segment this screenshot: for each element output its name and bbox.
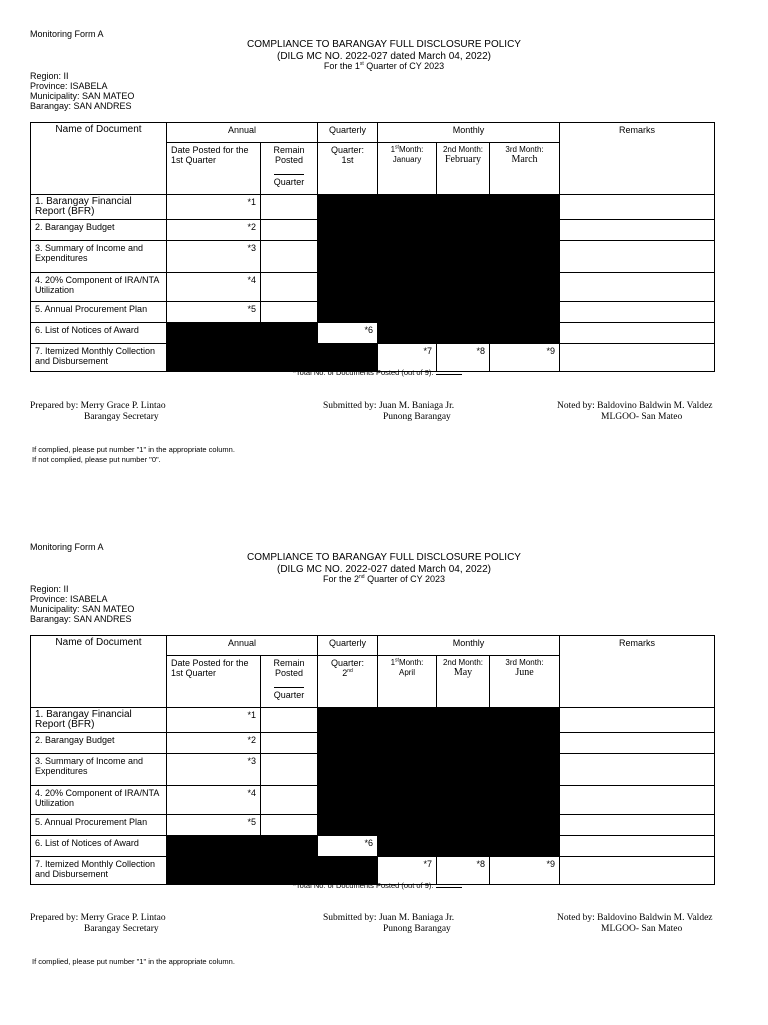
remain-posted-cell — [261, 733, 318, 754]
row-mark: *5 — [167, 815, 261, 836]
row-mark: *1 — [167, 195, 261, 220]
table-row — [31, 836, 715, 857]
row-mark: *2 — [167, 220, 261, 241]
remain-posted-cell — [261, 302, 318, 323]
header-name-of-document: Name of Document — [31, 636, 167, 708]
header-annual: Annual — [167, 123, 318, 143]
header-quarter: Quarter: 2nd — [318, 656, 378, 708]
note-complied: If complied, please put number "1" in the appropriate column. — [32, 957, 235, 966]
remarks-cell — [560, 708, 715, 733]
header-month-3: 3rd Month: March — [490, 143, 560, 195]
prepared-by: Prepared by: Merry Grace P. Lintao Barangay Secretary — [30, 401, 166, 422]
remarks-cell — [560, 273, 715, 302]
submitted-by: Submitted by: Juan M. Baniaga Jr. Punong Barangay — [323, 401, 455, 422]
row-doc-name: 7. Itemized Monthly Collection and Disbursement — [31, 344, 167, 372]
form-label: Monitoring Form A — [30, 29, 104, 39]
row-mark: *6 — [318, 836, 378, 857]
form-label: Monitoring Form A — [30, 542, 104, 552]
row-doc-name: 3. Summary of Income and Expenditures — [31, 241, 167, 273]
table-row — [31, 323, 715, 344]
monitoring-form-q1 — [0, 0, 768, 512]
remarks-cell — [560, 857, 715, 885]
row-mark: *3 — [167, 241, 261, 273]
header-annual: Annual — [167, 636, 318, 656]
remarks-cell — [560, 815, 715, 836]
form-subtitle: (DILG MC NO. 2022-027 dated March 04, 2022) — [277, 51, 491, 62]
header-monthly: Monthly — [378, 636, 560, 656]
noted-by: Noted by: Baldovino Baldwin M. Valdez MLGOO- San Mateo — [557, 913, 713, 934]
row-mark: *4 — [167, 786, 261, 815]
row-doc-name: 7. Itemized Monthly Collection and Disbursement — [31, 857, 167, 885]
row-doc-name: 2. Barangay Budget — [31, 220, 167, 241]
header-month-3: 3rd Month: June — [490, 656, 560, 708]
row-doc-name: 4. 20% Component of IRA/NTA Utilization — [31, 786, 167, 815]
blacked-out-block — [378, 323, 560, 344]
header-remain-posted: Remain Posted Quarter — [261, 656, 318, 708]
row-mark: *1 — [167, 708, 261, 733]
table-row — [31, 195, 715, 220]
total-documents: *Total No. of Documents Posted (out of 9): — [293, 368, 462, 377]
remarks-cell — [560, 302, 715, 323]
region-label: Region: II — [30, 584, 69, 594]
row-doc-name: 1. Barangay Financial Report (BFR) — [31, 708, 167, 733]
row-mark: *5 — [167, 302, 261, 323]
header-remarks: Remarks — [560, 636, 715, 708]
province-label: Province: ISABELA — [30, 594, 108, 604]
row-doc-name: 6. List of Notices of Award — [31, 836, 167, 857]
remain-posted-cell — [261, 815, 318, 836]
remarks-cell — [560, 344, 715, 372]
compliance-table — [30, 122, 715, 372]
note-complied: If complied, please put number "1" in the appropriate column. — [32, 445, 235, 454]
region-label: Region: II — [30, 71, 69, 81]
row-mark: *6 — [318, 323, 378, 344]
header-month-1: 1stMonth: April — [378, 656, 437, 708]
row-mark: *8 — [437, 857, 490, 885]
remarks-cell — [560, 323, 715, 344]
blacked-out-block — [167, 323, 318, 344]
remarks-cell — [560, 195, 715, 220]
header-remarks: Remarks — [560, 123, 715, 195]
form-title: COMPLIANCE TO BARANGAY FULL DISCLOSURE POLICY — [247, 552, 521, 563]
noted-by: Noted by: Baldovino Baldwin M. Valdez MLGOO- San Mateo — [557, 401, 713, 422]
remarks-cell — [560, 733, 715, 754]
total-documents: *Total No. of Documents Posted (out of 9): — [293, 881, 462, 890]
note-not-complied: If not complied, please put number "0". — [32, 455, 161, 464]
compliance-table — [30, 635, 715, 885]
header-name-of-document: Name of Document — [31, 123, 167, 195]
form-quarter: For the 1st Quarter of CY 2023 — [323, 61, 445, 71]
blacked-out-block — [318, 195, 560, 323]
remarks-cell — [560, 786, 715, 815]
header-date-posted: Date Posted for the 1st Quarter — [167, 656, 261, 708]
header-month-2: 2nd Month: February — [437, 143, 490, 195]
table-row — [31, 708, 715, 733]
remain-posted-cell — [261, 754, 318, 786]
row-mark: *2 — [167, 733, 261, 754]
remain-posted-cell — [261, 241, 318, 273]
header-remain-posted: Remain Posted Quarter — [261, 143, 318, 195]
remarks-cell — [560, 241, 715, 273]
remain-posted-cell — [261, 273, 318, 302]
form-subtitle: (DILG MC NO. 2022-027 dated March 04, 2022) — [277, 564, 491, 575]
remain-posted-cell — [261, 220, 318, 241]
row-doc-name: 2. Barangay Budget — [31, 733, 167, 754]
blacked-out-block — [167, 836, 318, 857]
row-doc-name: 3. Summary of Income and Expenditures — [31, 754, 167, 786]
monitoring-form-q2 — [0, 513, 768, 1025]
header-month-1: 1stMonth: January — [378, 143, 437, 195]
form-quarter: For the 2nd Quarter of CY 2023 — [323, 574, 445, 584]
row-doc-name: 5. Annual Procurement Plan — [31, 302, 167, 323]
remain-posted-cell — [261, 786, 318, 815]
submitted-by: Submitted by: Juan M. Baniaga Jr. Punong Barangay — [323, 913, 455, 934]
header-month-2: 2nd Month: May — [437, 656, 490, 708]
row-doc-name: 5. Annual Procurement Plan — [31, 815, 167, 836]
row-mark: *7 — [378, 344, 437, 372]
row-mark: *9 — [490, 857, 560, 885]
province-label: Province: ISABELA — [30, 81, 108, 91]
header-quarterly: Quarterly — [318, 123, 378, 143]
row-mark: *7 — [378, 857, 437, 885]
remain-posted-cell — [261, 195, 318, 220]
blacked-out-block — [378, 836, 560, 857]
prepared-by: Prepared by: Merry Grace P. Lintao Barangay Secretary — [30, 913, 166, 934]
municipality-label: Municipality: SAN MATEO — [30, 91, 135, 101]
blacked-out-block — [318, 708, 560, 836]
header-quarterly: Quarterly — [318, 636, 378, 656]
form-title: COMPLIANCE TO BARANGAY FULL DISCLOSURE POLICY — [247, 39, 521, 50]
remarks-cell — [560, 220, 715, 241]
remain-posted-cell — [261, 708, 318, 733]
row-mark: *4 — [167, 273, 261, 302]
row-mark: *8 — [437, 344, 490, 372]
barangay-label: Barangay: SAN ANDRES — [30, 101, 132, 111]
remarks-cell — [560, 754, 715, 786]
barangay-label: Barangay: SAN ANDRES — [30, 614, 132, 624]
row-doc-name: 1. Barangay Financial Report (BFR) — [31, 195, 167, 220]
row-doc-name: 4. 20% Component of IRA/NTA Utilization — [31, 273, 167, 302]
remarks-cell — [560, 836, 715, 857]
row-mark: *3 — [167, 754, 261, 786]
header-quarter: Quarter: 1st — [318, 143, 378, 195]
row-doc-name: 6. List of Notices of Award — [31, 323, 167, 344]
header-monthly: Monthly — [378, 123, 560, 143]
row-mark: *9 — [490, 344, 560, 372]
municipality-label: Municipality: SAN MATEO — [30, 604, 135, 614]
header-date-posted: Date Posted for the 1st Quarter — [167, 143, 261, 195]
